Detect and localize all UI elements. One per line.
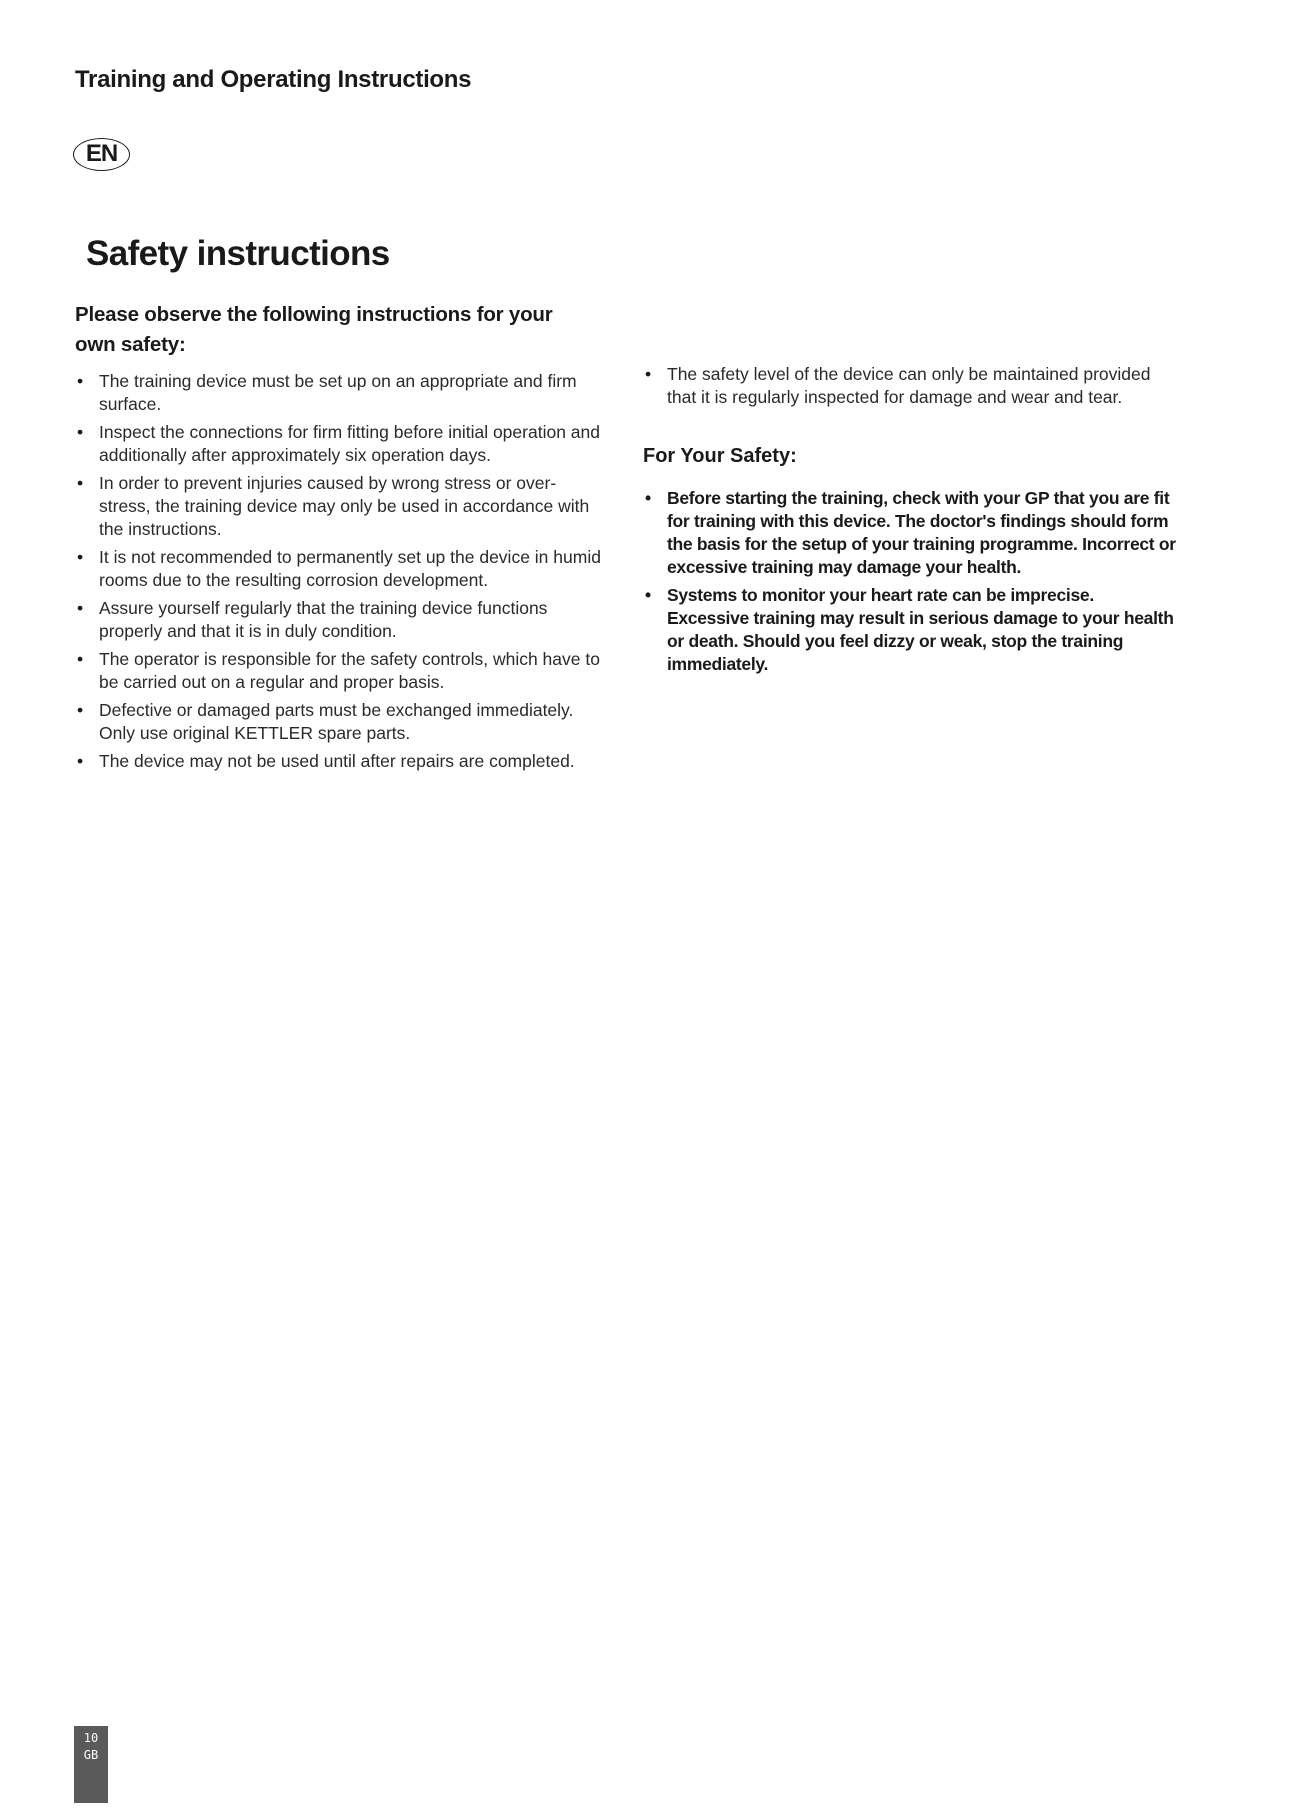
list-item: • Defective or damaged parts must be exchanged immediately. Only use original KETTLER spare parts. <box>75 699 605 745</box>
list-item: • Inspect the connections for firm fitting before initial operation and additionally after approximately six operation days. <box>75 421 605 467</box>
list-item: • In order to prevent injuries caused by wrong stress or over-stress, the training device may only be used in accordance with the instructions. <box>75 472 605 541</box>
safety-list-right <box>643 363 1173 414</box>
intro-text: Please observe the following instructions for your own safety: <box>75 303 553 356</box>
for-your-safety-heading: For Your Safety: <box>643 445 797 467</box>
page-number-tab <box>74 1726 108 1803</box>
list-item: • The device may not be used until after repairs are completed. <box>75 750 605 773</box>
list-item: • The safety level of the device can only be maintained provided that it is regularly inspected for damage and wear and tear. <box>643 363 1173 409</box>
section-title: Safety instructions <box>86 234 390 273</box>
list-item: • The training device must be set up on an appropriate and firm surface. <box>75 370 605 416</box>
for-your-safety-list <box>643 487 1178 681</box>
safety-list-left <box>75 370 605 778</box>
list-item: • Assure yourself regularly that the training device functions properly and that it is in duly condition. <box>75 597 605 643</box>
document-header: Training and Operating Instructions <box>75 66 472 93</box>
list-item: • The operator is responsible for the safety controls, which have to be carried out on a regular and proper basis. <box>75 648 605 694</box>
list-item: • It is not recommended to permanently set up the device in humid rooms due to the resulting corrosion development. <box>75 546 605 592</box>
language-code: GB <box>83 1748 99 1762</box>
list-item: • Systems to monitor your heart rate can be imprecise. Excessive training may result in serious damage to your health or death. Should you feel dizzy or weak, stop the training immediately. <box>643 584 1178 676</box>
language-badge: EN <box>73 138 130 171</box>
page-number: 10 <box>83 1731 99 1745</box>
list-item: • Before starting the training, check with your GP that you are fit for training with this device. The doctor's findings should form the basis for the setup of your training programme. Incorrect or excessive training may damage your health. <box>643 487 1178 579</box>
